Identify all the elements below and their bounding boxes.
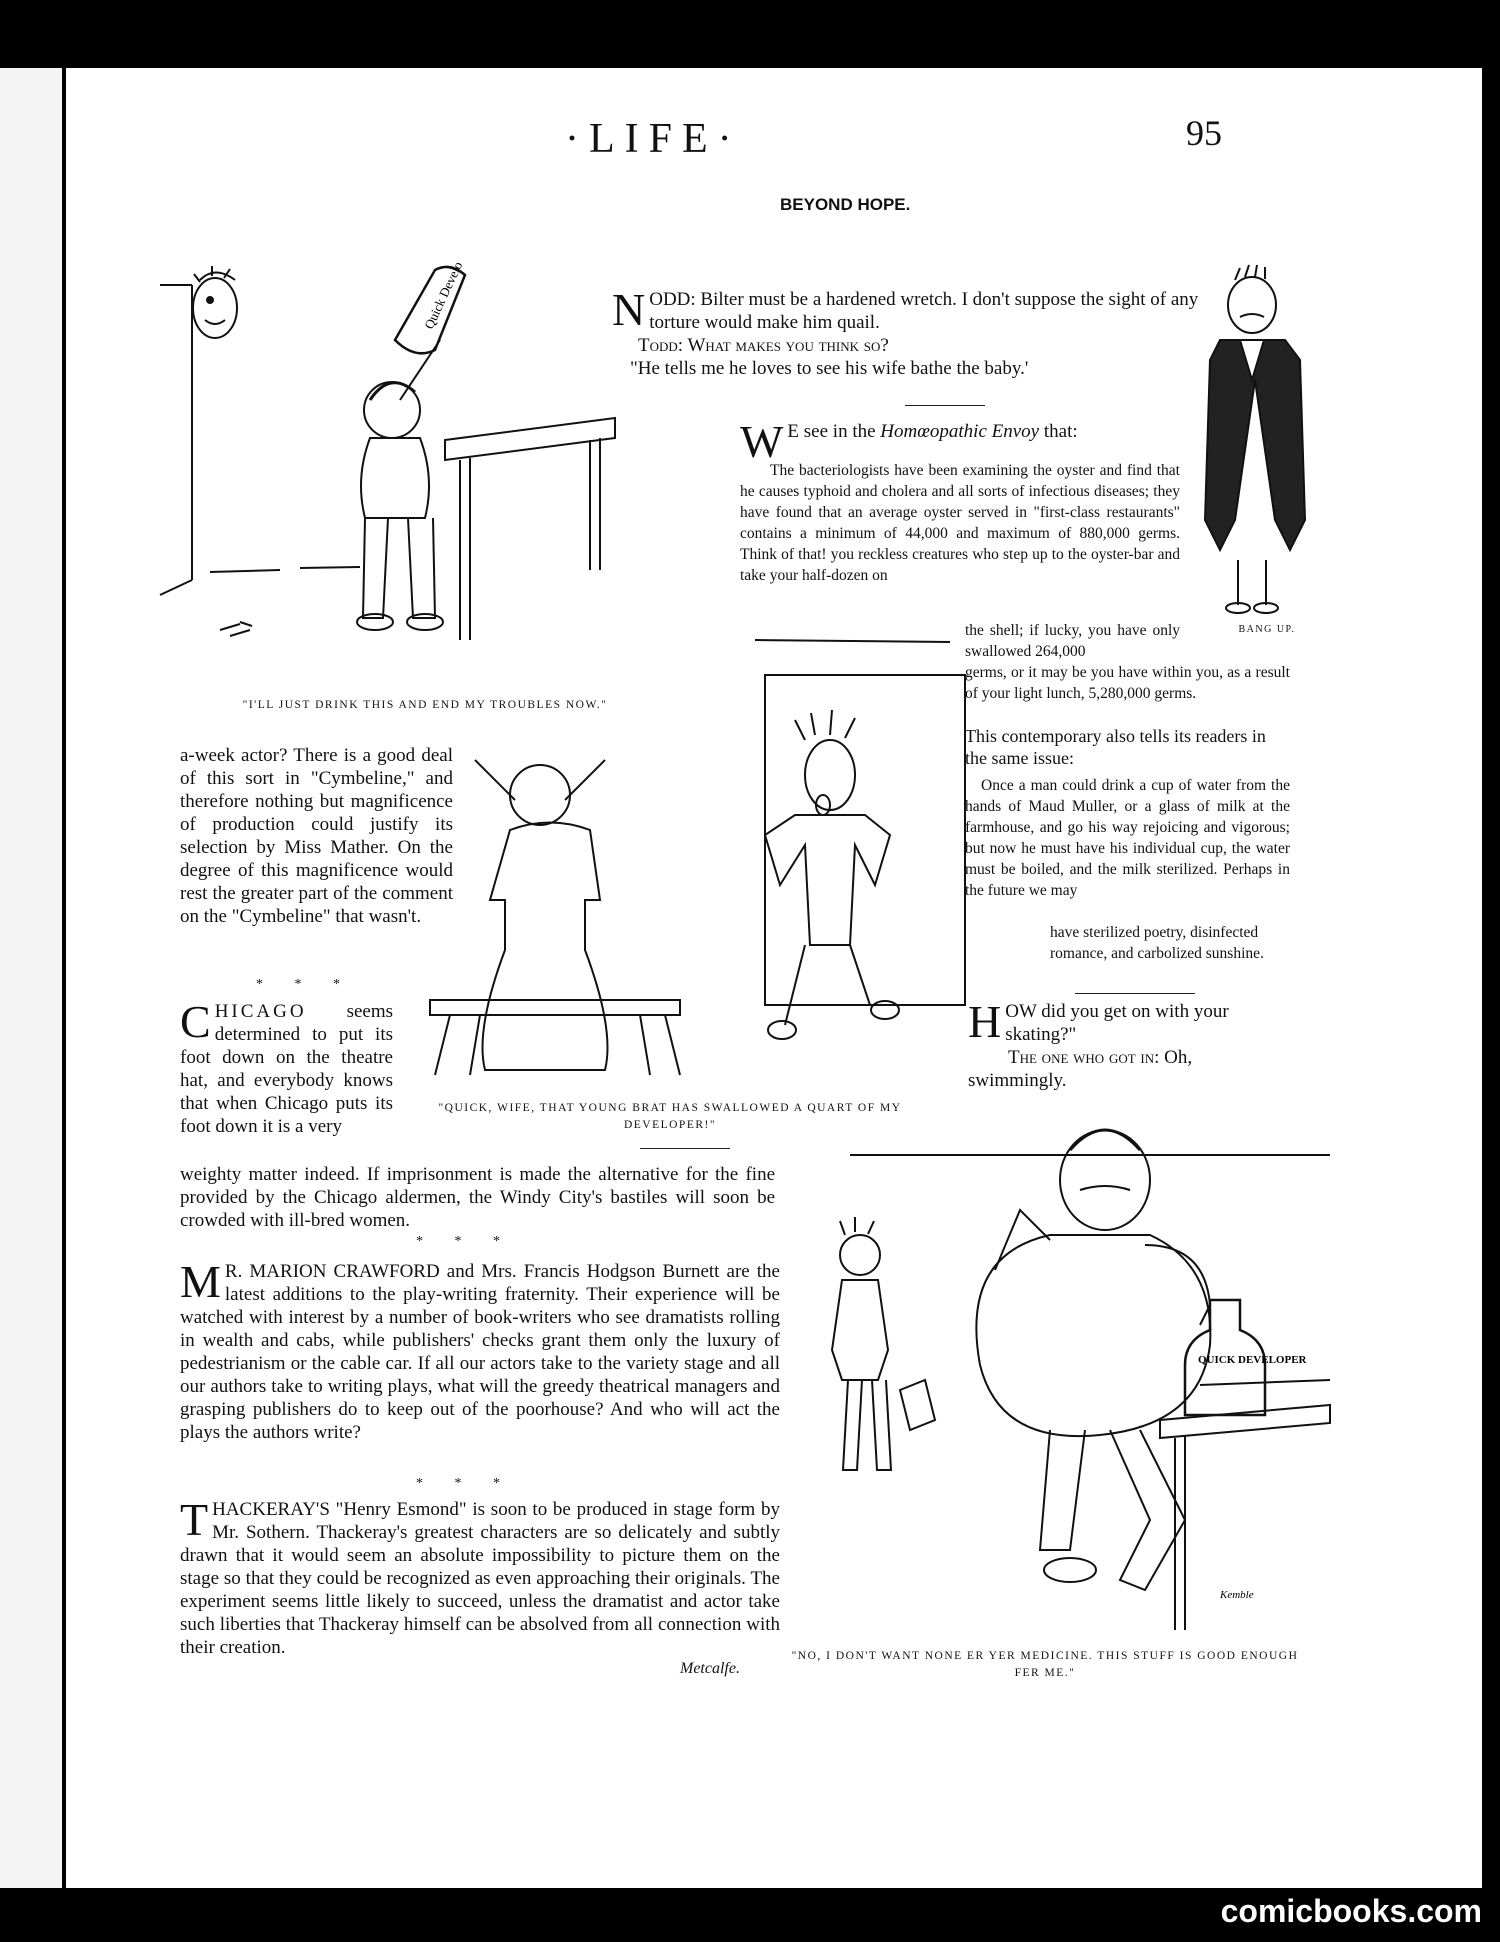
drop-cap: W: [740, 416, 784, 467]
skating-line-1: OW did you get on with your skating?": [1005, 1001, 1229, 1045]
cymbeline-paragraph: a-week actor? There is a good deal of this sort in "Cymbeline," and therefore nothing but magnificence of production could justify its selection by Miss Mather. On the degree of this magnificence would rest the greater part of the comment on the "Cymbeline" that wasn't.: [180, 745, 453, 927]
section-separator: * * *: [416, 1234, 514, 1249]
envoy-intro: E see in the: [787, 421, 876, 442]
envoy-paragraph-1: The bacteriologists have been examining the oyster and find that he causes typhoid and cholera and all sorts of infectious diseases; they have found that an average oyster served in "first-class restaurants" contains a minimum of 44,000 and maximum of 880,000 germs. Think of that! you reckless creatures who step up to the oyster-bar and take your half-dozen on: [740, 462, 1180, 584]
skating-joke: [968, 996, 1288, 1092]
illustration-quick-developer: [780, 1110, 1330, 1640]
chicago-paragraph: [180, 996, 393, 1138]
chicago-continuation: weighty matter indeed. If imprisonment is made the alternative for the fine provided by the Chicago aldermen, the Windy City's bastiles will soon be crowded with ill-bred women.: [180, 1164, 775, 1231]
envoy-paragraph-3: Once a man could drink a cup of water from the hands of Maud Muller, or a glass of milk at the farmhouse, and go his way rejoicing and vigorous; but now he must have his individual cup, the water must be boiled, and the milk sterilized. Perhaps in the future we may: [965, 777, 1290, 899]
drop-cap: C: [180, 996, 211, 1047]
page-number: 95: [1186, 113, 1222, 153]
caption-drink: "I'LL JUST DRINK THIS AND END MY TROUBLES NOW.": [242, 699, 608, 711]
watermark: comicbooks.com: [1220, 1893, 1482, 1929]
thackeray-text: HACKERAY'S "Henry Esmond" is soon to be produced in stage form by Mr. Sothern. Thackeray's greatest characters are so delicately and subtly drawn that it would seem an absolute impossibility to picture them on the stage so that they could be recognized as even approaching their originals. The experiment seems little likely to succeed, unless the dramatist and actor take such liberties that Thackeray himself can be absolved from all connection with their creation.: [180, 1499, 780, 1658]
publication-title: Homœopathic Envoy: [880, 421, 1040, 442]
envoy-paragraph-2b: germs, or it may be you have within you, as a result of your light lunch, 5,280,000 germs.: [965, 664, 1290, 702]
dialogue-line-3: "He tells me he loves to see his wife bathe the baby.': [630, 358, 1029, 379]
envoy-paragraph-2a: the shell; if lucky, you have only swallowed 264,000: [965, 622, 1180, 660]
drop-cap: N: [612, 284, 646, 335]
caption-bang-up: BANG UP.: [1238, 624, 1296, 635]
artist-signature: Kemble: [1220, 1589, 1254, 1601]
rule: [1075, 993, 1195, 994]
bottle-label: QUICK DEVELOPER: [1198, 1354, 1307, 1366]
drop-cap: H: [968, 996, 1002, 1047]
rule: [640, 1148, 730, 1149]
headline-beyond-hope: BEYOND HOPE.: [780, 195, 911, 214]
masthead: ·LIFE·: [565, 116, 742, 162]
skating-speaker: The one who got in:: [1008, 1047, 1160, 1068]
crawford-text: R. MARION CRAWFORD and Mrs. Francis Hodgson Burnett are the latest additions to the play-writing fraternity. Their experience will be watched with interest by a number of book-writers who see dramatists rolling in wealth and cabs, while publishers' checks grant them only the luxury of pedestrianism or the cable car. If all our actors take to the variety stage and all our authors take to writing plays, what will the greedy theatrical managers and grasping publishers do to keep out of the poorhouse? And who will act the plays the authors write?: [180, 1261, 780, 1443]
caption-wife: "QUICK, WIFE, THAT YOUNG BRAT HAS SWALLOWED A QUART OF MY DEVELOPER!": [438, 1102, 902, 1131]
dialogue-line-2: Todd: What makes you think so?: [638, 335, 889, 356]
bottle-label: Quick Develo: [421, 259, 466, 332]
drop-cap: M: [180, 1256, 221, 1307]
rule: [905, 405, 985, 406]
author-signature: Metcalfe.: [680, 1660, 740, 1677]
facing-page-edge: [0, 68, 62, 1888]
skating-answer: Oh, swimmingly.: [968, 1047, 1193, 1091]
section-separator: * * *: [256, 977, 354, 992]
envoy-paragraph-3b: have sterilized poetry, disinfected romance, and carbolized sunshine.: [1050, 924, 1264, 962]
dialogue-line-1: ODD: Bilter must be a hardened wretch. I don't suppose the sight of any torture would make him quail.: [649, 289, 1199, 333]
crawford-paragraph: [180, 1256, 780, 1444]
beyond-hope-article: [612, 284, 1232, 380]
chicago-word: HICAGO: [214, 1001, 307, 1022]
drop-cap: T: [180, 1494, 209, 1545]
envoy-contemporary: This contemporary also tells its readers in the same issue:: [965, 726, 1266, 768]
caption-medicine: "NO, I DON'T WANT NONE ER YER MEDICINE. THIS STUFF IS GOOD ENOUGH FER ME.": [791, 1650, 1299, 1679]
envoy-intro-end: that:: [1043, 421, 1078, 442]
envoy-article: [740, 416, 1180, 586]
illustration-bang-up: [1200, 265, 1310, 620]
illustration-developer-scene: [410, 630, 960, 1100]
thackeray-paragraph: [180, 1494, 780, 1659]
section-separator: * * *: [416, 1476, 514, 1491]
chicago-text: seems determined to put its foot down on the theatre hat, and everybody knows that when Chicago puts its foot down it is a very: [180, 1001, 393, 1137]
